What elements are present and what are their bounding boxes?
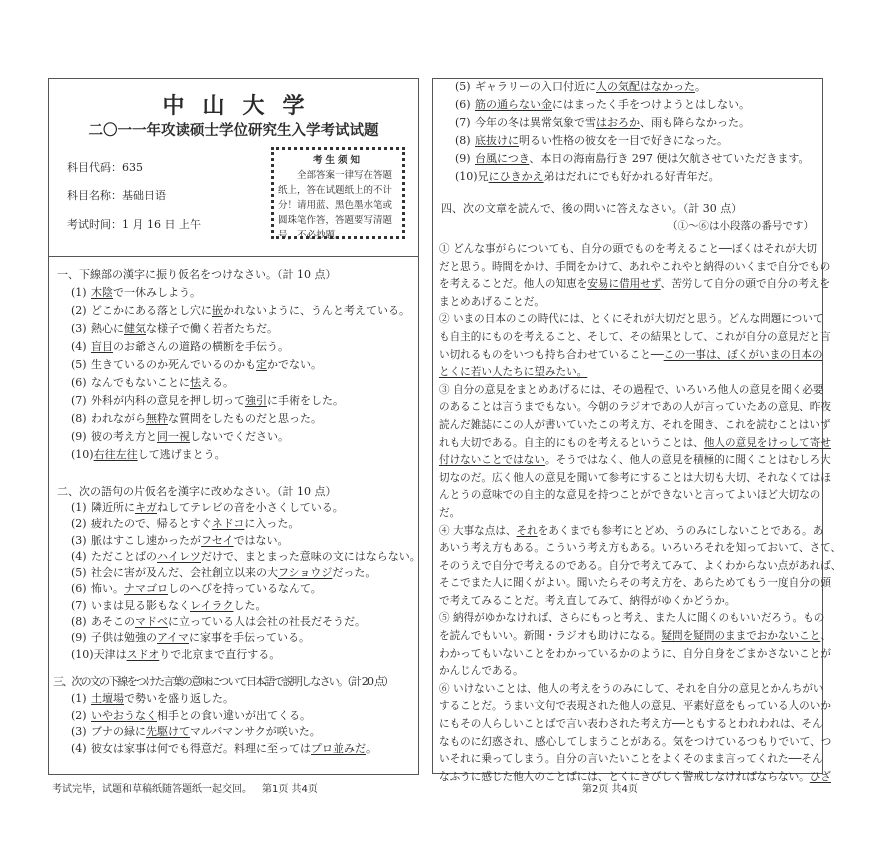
passage-line	[439, 435, 831, 453]
question-text: だけで、まとまった意味の文にはならない。	[201, 549, 421, 563]
subject-code-label: 科目代码：	[67, 161, 122, 174]
question-text: で一休みしよう。	[113, 286, 201, 299]
underlined-term: 同一視	[157, 430, 190, 443]
question-item	[71, 446, 410, 464]
question-number: (10)	[71, 448, 94, 461]
passage-line	[439, 751, 823, 769]
question-text: ただことばの	[91, 549, 157, 563]
university-name: 中山大学	[162, 94, 323, 119]
question-item	[71, 500, 421, 516]
question-text: 。	[695, 80, 706, 93]
question-number: (3)	[71, 322, 87, 335]
question-item	[455, 114, 809, 132]
question-item	[455, 168, 809, 186]
exam-subtitle: 二〇一一年攻读硕士学位研究生入学考试试题	[88, 123, 379, 139]
underlined-term: フセイ	[201, 533, 234, 547]
question-text: 明るい性格の彼女を一目で好きになった。	[519, 134, 728, 147]
question-item	[71, 598, 421, 614]
question-text: いまは見る影もなく	[91, 598, 190, 612]
subject-name	[67, 187, 166, 203]
underlined-term: 盲目	[91, 340, 113, 353]
question-item	[71, 338, 410, 356]
underlined-term: ナマゴロ	[124, 582, 168, 596]
question-item	[71, 428, 410, 446]
passage-line	[439, 505, 817, 523]
question-text: あそこの	[91, 615, 135, 629]
question-text: 彼の考え方と	[91, 430, 157, 443]
question-text: にはまったく手をつけようとはしない。	[552, 98, 750, 111]
subject-code	[67, 159, 143, 175]
question-number: (2)	[71, 304, 87, 317]
question-text: える。	[201, 376, 234, 389]
underlined-phrase: 安易に借用せず	[587, 278, 661, 291]
page-number-1: 第1页 共4页	[262, 784, 318, 795]
passage-text: なふうに感じた他人のことばには、とくにきびしく警戒しなければならない。	[439, 770, 810, 783]
underlined-term: アイマ	[157, 631, 190, 645]
section-2-title: 二、次の語句の片仮名を漢字に改めなさい。（計 10 点）	[57, 485, 337, 498]
passage-line	[439, 646, 831, 664]
passage-text: だと思う。時間をかけ、手間をかけて、あれやこれやと納得のいくまで自分でもの	[439, 260, 831, 273]
question-text: しのへびを持っているなんて。	[168, 582, 322, 596]
question-item	[71, 320, 410, 338]
passage-text: ① どんな事がらについても、自分の頭でものを考えること──ぼくはそれが大切	[439, 243, 817, 255]
question-text: 脈はすこし速かったが	[91, 533, 201, 547]
passage-text: ② いまの日本のこの時代には、とくにそれが大切だと思う。どんな問題について	[439, 313, 824, 326]
question-item	[71, 284, 410, 302]
section-2-items	[71, 500, 421, 663]
section-4-title: 四、次の文章を読んで、後の問いに答えなさい。（計 30 点）	[441, 202, 743, 215]
passage-line	[439, 593, 817, 611]
passage-line	[439, 417, 831, 435]
question-item	[71, 630, 421, 646]
question-text: な様子で働く若者たちだ。	[146, 322, 278, 335]
question-item	[71, 302, 410, 320]
exam-page-1	[48, 78, 419, 775]
passage-text: ④ 大事な点は、	[439, 524, 517, 537]
question-text: 怖い。	[91, 582, 124, 596]
passage-line	[439, 698, 831, 716]
question-text: なんでもないことに	[91, 376, 190, 389]
subject-name-label: 科目名称：	[67, 189, 122, 202]
passage-text: ⑤ 納得がゆかなければ、さらにもっと考え、また人に聞くのもいいだろう。もの	[439, 612, 825, 625]
passage-text: まとめあげることだ。	[439, 295, 545, 308]
question-text: かでない。	[267, 358, 322, 371]
passage-line	[439, 628, 831, 646]
question-text: な質問をしたものだと思った。	[168, 412, 322, 425]
question-number: (1)	[71, 501, 87, 514]
passage-text: いそれに乗ってしまう。自分の言いたいことをよくそのまま言ってくれた──そん	[439, 753, 823, 766]
question-text: に入った。	[244, 517, 300, 531]
underlined-term: 先駆けて	[146, 725, 190, 738]
underlined-phrase: ひざ	[809, 770, 831, 783]
underlined-term: レイラク	[190, 598, 234, 612]
passage-text: を読んでもいい。新聞・ラジオも助けになる。	[439, 630, 662, 643]
passage-text: 読んだ雑誌にこの人が書いていたこの考え方、それを聞き、これを読むことはいず	[439, 418, 831, 431]
underlined-phrase: 他人の意見をけっして寄せ	[703, 436, 831, 449]
question-item	[71, 614, 421, 630]
passage-text: 切なのだ。広く他人の意見を聞いて参考にすることは大切も大切、それなくてはほ	[439, 471, 831, 484]
question-number: (10)	[71, 647, 94, 661]
passage-line	[439, 276, 831, 294]
passage-text: だ。	[439, 506, 461, 519]
passage-line	[439, 452, 831, 470]
underlined-term: 怯	[190, 376, 201, 389]
passage-line	[439, 734, 832, 752]
question-text: ではない。	[233, 533, 289, 547]
passage-line	[439, 663, 817, 681]
question-number: (9)	[455, 152, 471, 165]
question-number: (3)	[71, 725, 87, 738]
passage-line	[439, 575, 831, 593]
underlined-term: にひきかえ	[488, 170, 544, 183]
question-text: に家事を手伝っている。	[189, 631, 311, 645]
passage-line	[439, 540, 842, 558]
question-item	[455, 132, 809, 150]
section-3-items	[71, 691, 377, 757]
question-text: 生きているのか死んでいるのかも	[91, 358, 256, 371]
question-number: (9)	[71, 631, 87, 645]
exam-header	[49, 79, 418, 257]
passage-text: そこでまた人に聞くがよい。聞いたらその考え方を、あらためてもう一度自分の頭	[439, 577, 831, 590]
passage-text: を考えることだ。他人の知恵を	[439, 278, 588, 291]
question-text: ねしてテレビの音を小さくしている。	[157, 501, 344, 514]
question-text: した。	[233, 598, 267, 612]
question-number: (4)	[71, 741, 87, 755]
section-1-items	[71, 284, 410, 464]
underlined-term: 健気	[124, 322, 146, 335]
passage-text: そのうえで自分で考えるのである。自分で考えてみて、よくわからない点があれば、	[439, 559, 842, 572]
question-item	[71, 647, 421, 663]
passage-line	[439, 311, 824, 329]
question-text: 天津は	[93, 647, 127, 661]
passage-line	[439, 523, 824, 541]
question-number: (8)	[455, 134, 471, 147]
underlined-term: はおろか	[596, 116, 640, 129]
notice-text: 全部答案一律写在答题纸上，答在试题纸上的不计分！请用蓝、黑色墨水笔或圆珠笔作答，答题要写清题号，不必抄题。	[278, 170, 393, 241]
question-number: (4)	[71, 549, 87, 563]
passage-line	[439, 329, 831, 347]
passage-text: で考えてみることだ。考え直してみて、納得がゆくかどうか。	[439, 594, 736, 607]
passage-line	[439, 399, 831, 417]
question-text: 、本日の海南島行き 297 便は欠航させていただきます。	[529, 152, 810, 165]
underlined-term: 筋の通らない金	[475, 98, 552, 111]
question-text: 兄	[477, 170, 489, 183]
question-text: われながら	[91, 412, 146, 425]
question-text: ギャラリーの入口付近に	[475, 80, 596, 93]
question-item	[71, 533, 421, 549]
question-text: だった。	[332, 566, 377, 580]
question-item	[71, 724, 377, 741]
question-number: (2)	[71, 708, 87, 722]
passage-text: い切れるものをいつも持ち合わせていること──	[439, 348, 664, 361]
question-number: (8)	[71, 412, 87, 425]
underlined-term: 定	[256, 358, 267, 371]
underlined-term: 木陰	[91, 286, 113, 299]
question-text: りで北京まで直行する。	[159, 647, 281, 661]
reading-passage	[439, 241, 842, 786]
passage-text: なものに幻惑され、感心してしまうことがある。気をつけているつもりでいて、つ	[439, 735, 832, 748]
question-number: (6)	[71, 582, 87, 596]
section-3-items-continued	[455, 78, 809, 186]
question-text: かれないように、うんと考えている。	[223, 304, 410, 317]
question-number: (2)	[71, 517, 87, 531]
underlined-term: 人の気配はなかった	[596, 80, 695, 93]
question-number: (5)	[71, 358, 87, 371]
underlined-term: 土壇場	[91, 692, 124, 705]
underlined-phrase: この一事は、ぼくがいまの日本の	[663, 348, 823, 361]
underlined-phrase: 付けないことではない	[439, 454, 545, 467]
question-text: 子供は勉強の	[91, 631, 157, 645]
passage-line	[439, 558, 842, 576]
underlined-term: スドオ	[126, 647, 160, 661]
passage-line	[439, 364, 817, 382]
underlined-term: 強引	[245, 394, 267, 407]
passage-text: あいう考え方もある。こういう考え方もある。いろいろそれを知っておいて、さて、	[439, 542, 842, 555]
footer-note: 考试完毕，试题和草稿纸随答题纸一起交回。	[52, 784, 252, 795]
question-item	[455, 78, 809, 96]
exam-time-value: 1 月 16 日 上午	[122, 218, 201, 231]
passage-line	[439, 347, 823, 365]
underlined-term: キガ	[135, 501, 157, 514]
underlined-term: 台風につき	[475, 152, 530, 165]
question-text: で勢いを盛り返した。	[124, 692, 234, 705]
question-number: (6)	[71, 376, 87, 389]
question-number: (10)	[455, 170, 478, 183]
question-item	[455, 150, 809, 168]
question-number: (9)	[71, 430, 87, 443]
underlined-phrase: とくに若い人たちに望みたい。	[439, 366, 588, 379]
underlined-term: プロ並みだ	[311, 741, 366, 755]
question-number: (4)	[71, 340, 87, 353]
question-item	[455, 96, 809, 114]
passage-text: も自主的にものを考えること、そして、その結果として、これが自分の意見だと言	[439, 330, 831, 343]
underlined-term: マドベ	[135, 615, 168, 629]
passage-text: をあくまでも参考にとどめ、うのみにしないことである。あ	[537, 524, 824, 537]
question-number: (5)	[455, 80, 471, 93]
underlined-term: 底抜けに	[475, 134, 519, 147]
question-text: に手術をした。	[267, 394, 344, 407]
question-item	[71, 410, 410, 428]
passage-text: わかってもいないことをわかっているかのように、自分自身をごまかさないことが	[439, 647, 831, 660]
passage-line	[439, 259, 831, 277]
question-text: 、雨も降らなかった。	[640, 116, 750, 129]
passage-text: のあることは言うまでもない。今朝のラジオであの人が言っていたあの意見、昨夜	[439, 401, 831, 414]
passage-text: 。そうではなく、他人の意見を積極的に聞くことはむしろ大	[544, 454, 831, 467]
question-text: 隣近所に	[91, 501, 135, 514]
passage-text: かんじんである。	[439, 665, 524, 678]
section-1-title: 一、下線部の漢字に振り仮名をつけなさい。（計 10 点）	[57, 268, 337, 281]
underlined-term: 右往左往	[93, 448, 138, 461]
passage-line	[439, 241, 817, 259]
question-text: して逃げまとう。	[137, 448, 226, 461]
question-item	[71, 581, 421, 597]
question-item	[71, 356, 410, 374]
passage-line	[439, 716, 823, 734]
subject-name-value: 基础日语	[122, 189, 166, 202]
question-text: 相手との食い違いが出てくる。	[157, 708, 311, 722]
question-text: 社会に害が及んだ、会社創立以来の大	[91, 566, 278, 580]
question-text: どこかにある落とし穴に	[91, 304, 212, 317]
question-number: (6)	[455, 98, 471, 111]
question-text: しないでください。	[190, 430, 289, 443]
question-item	[71, 374, 410, 392]
question-number: (1)	[71, 692, 87, 705]
question-item	[71, 516, 421, 532]
question-number: (7)	[71, 394, 87, 407]
question-text: マルバマンサクが咲いた。	[190, 725, 321, 738]
question-text: 熱心に	[91, 322, 124, 335]
question-number: (8)	[71, 615, 87, 629]
passage-text: することだ。うまい文句で表現された他人の意見、平素好意をもっている人のいか	[439, 700, 831, 713]
underlined-term: ネドコ	[211, 517, 245, 531]
question-number: (5)	[71, 566, 87, 580]
passage-text: んとうの意味での自主的な意見を持つことができないと言ってよいほど大切なの	[439, 489, 821, 502]
question-item	[71, 741, 377, 758]
passage-line	[439, 294, 817, 312]
candidate-notice-box	[271, 147, 405, 239]
question-text: 疲れたので、帰るとすぐ	[91, 517, 212, 531]
section-4-note: （①～⑥は小段落の番号です）	[667, 220, 814, 232]
question-number: (1)	[71, 286, 87, 299]
passage-line	[439, 487, 821, 505]
passage-line	[439, 382, 824, 400]
question-number: (3)	[71, 533, 87, 547]
notice-title: 考生须知	[312, 155, 363, 166]
question-item	[71, 549, 421, 565]
question-text: のお爺さんの道路の横断を手伝う。	[113, 340, 289, 353]
question-text: に立っている人は会社の社長だそうだ。	[168, 615, 366, 629]
question-text: 。	[366, 741, 377, 755]
question-number: (7)	[455, 116, 471, 129]
question-item	[71, 691, 377, 708]
passage-text: ⑥ いけないことは、他人の考えをうのみにして、それを自分の意見とかんちがい	[439, 682, 824, 695]
passage-text: れも大切である。自主的にものを考えるということは、	[439, 436, 704, 449]
underlined-term: 無粋	[146, 412, 168, 425]
underlined-term: いやおうなく	[91, 708, 157, 722]
question-item	[71, 708, 377, 725]
passage-line	[439, 610, 825, 628]
section-3-title: 三、次の文の下線をつけた言葉の意味について日本語で説明しなさい。（計 20 点）	[53, 675, 393, 688]
underlined-term: フショウジ	[278, 566, 333, 580]
exam-time	[67, 216, 201, 232]
question-number: (7)	[71, 598, 87, 612]
subject-code-value: 635	[122, 161, 143, 174]
passage-line	[439, 470, 831, 488]
passage-text: 、苦労して自分の頭で自分の考えを	[660, 278, 831, 291]
question-item	[71, 392, 410, 410]
page-number-2: 第2页 共4页	[582, 784, 638, 795]
underlined-phrase: それ	[516, 524, 538, 537]
exam-time-label: 考试时间：	[67, 218, 122, 231]
question-text: 外科が内科の意見を押し切って	[91, 394, 245, 407]
question-text: 今年の冬は異常気象で雪	[475, 116, 596, 129]
question-text: 彼女は家事は何でも得意だ。料理に至っては	[91, 741, 311, 755]
passage-line	[439, 681, 824, 699]
exam-page-2	[432, 78, 842, 783]
underlined-term: 嵌	[212, 304, 223, 317]
passage-text: 、	[820, 630, 831, 643]
passage-text: にもその人らしいことばで言い表わされた考え方──ともするとわれわれは、そん	[439, 718, 823, 731]
underlined-phrase: 疑問を疑問のままでおかないこと	[661, 630, 821, 643]
question-item	[71, 565, 421, 581]
question-text: 弟はだれにでも好かれる好青年だ。	[543, 170, 720, 183]
underlined-term: ハイレツ	[157, 549, 201, 563]
passage-text: ③ 自分の意見をまとめあげるには、その過程で、いろいろ他人の意見を聞く必要	[439, 383, 824, 396]
question-text: ブナの緑に	[91, 725, 146, 738]
